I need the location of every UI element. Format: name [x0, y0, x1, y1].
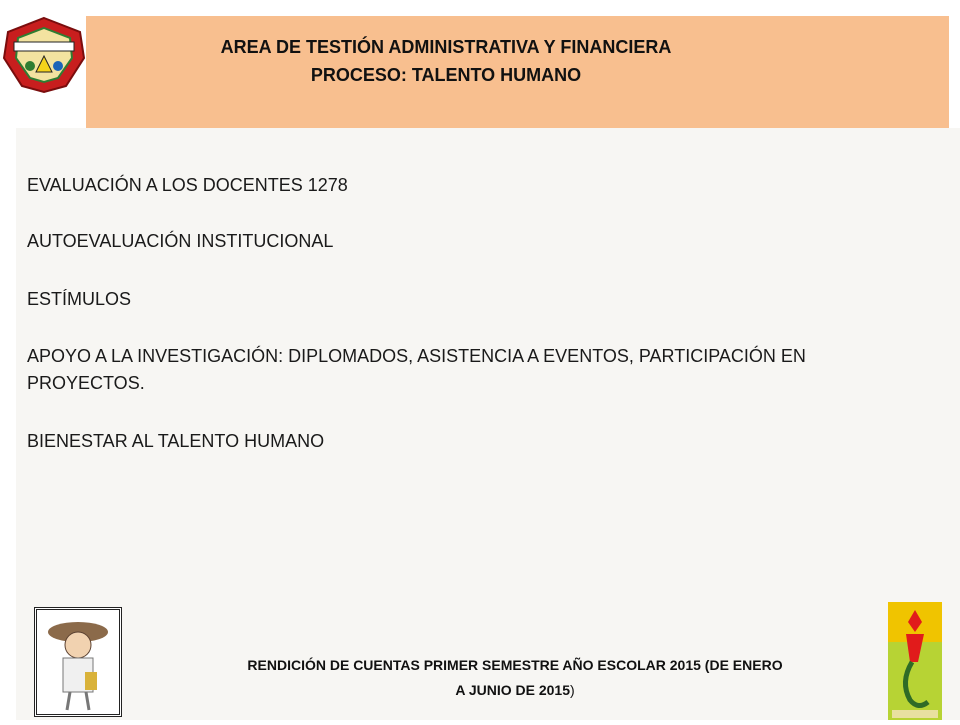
list-item: APOYO A LA INVESTIGACIÓN: DIPLOMADOS, ASISTENCIA A EVENTOS, PARTICIPACIÓN EN PROYECTOS. [27, 346, 806, 393]
school-crest-icon [0, 14, 88, 94]
list-item: AUTOEVALUACIÓN INSTITUCIONAL [27, 231, 334, 251]
footer-line2-bold: A JUNIO DE 2015 [455, 682, 570, 698]
child-drawing-icon [34, 607, 122, 717]
header-subtitle: PROCESO: TALENTO HUMANO [310, 65, 582, 85]
mascot-figure-icon [888, 602, 942, 720]
header-band [86, 16, 949, 128]
footer-line2-tail: ) [569, 682, 575, 698]
list-item: ESTÍMULOS [27, 289, 132, 309]
content-panel [16, 128, 960, 720]
list-item: BIENESTAR AL TALENTO HUMANO [27, 431, 325, 451]
list-item: EVALUACIÓN A LOS DOCENTES 1278 [27, 175, 348, 195]
footer-line2 [210, 682, 820, 698]
footer-line1: RENDICIÓN DE CUENTAS PRIMER SEMESTRE AÑO ESCOLAR 2015 (DE ENERO [247, 657, 783, 673]
header-title: AREA DE TESTIÓN ADMINISTRATIVA Y FINANCIERA [220, 37, 672, 57]
